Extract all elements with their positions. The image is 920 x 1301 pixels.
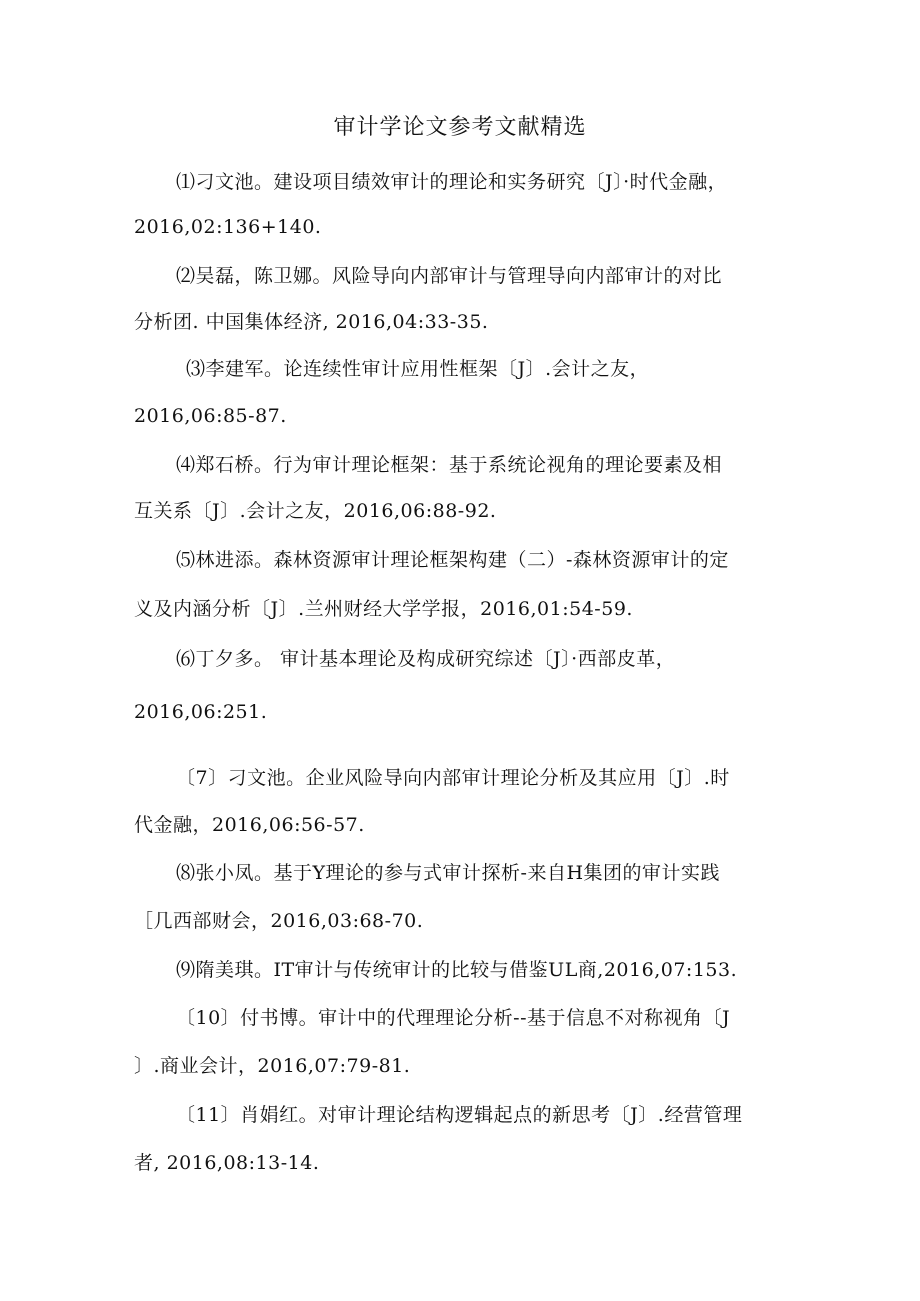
reference-line: 2016,06:251. bbox=[134, 701, 268, 723]
reference-line: ⑶李建军。论连续性审计应用性框架〔J〕.会计之友， bbox=[186, 358, 650, 380]
reference-line: 义及内涵分析〔J〕.兰州财经大学学报，2016,01:54-59. bbox=[134, 598, 633, 620]
document-title: 审计学论文参考文献精选 bbox=[333, 115, 587, 140]
reference-line: 〕.商业会计，2016,07:79-81. bbox=[134, 1055, 411, 1077]
reference-line: ⑵吴磊，陈卫娜。风险导向内部审计与管理导向内部审计的对比 bbox=[176, 265, 723, 287]
reference-line: ⑷郑石桥。行为审计理论框架：基于系统论视角的理论要素及相 bbox=[176, 454, 723, 476]
reference-line: ⑻张小凤。基于Y理论的参与式审计探析-来自H集团的审计实践 bbox=[176, 862, 721, 884]
reference-line: 分析团. 中国集体经济, 2016,04:33-35. bbox=[134, 311, 489, 333]
reference-line: ⑴刁文池。建设项目绩效审计的理论和实务研究〔J〕·时代金融， bbox=[176, 171, 728, 193]
reference-line: 者, 2016,08:13-14. bbox=[134, 1152, 320, 1174]
reference-line: 2016,02:136+140. bbox=[134, 216, 322, 238]
reference-line: 〔11〕肖娟红。对审计理论结构逻辑起点的新思考〔J〕.经营管理 bbox=[176, 1104, 743, 1126]
reference-line: 代金融，2016,06:56-57. bbox=[134, 814, 365, 836]
reference-line: 2016,06:85-87. bbox=[134, 405, 287, 427]
reference-line: 〔7〕刁文池。企业风险导向内部审计理论分析及其应用〔J〕.时 bbox=[176, 767, 730, 789]
reference-line: ⑸林进添。森林资源审计理论框架构建（二）-森林资源审计的定 bbox=[176, 549, 729, 571]
reference-line: ⑼隋美琪。IT审计与传统审计的比较与借鉴UL商,2016,07:153. bbox=[176, 959, 738, 981]
reference-line: ［几西部财会，2016,03:68-70. bbox=[134, 910, 424, 932]
reference-line: ⑹丁夕多。 审计基本理论及构成研究综述〔J〕·西部皮革， bbox=[176, 648, 676, 670]
reference-line: 〔10〕付书博。审计中的代理理论分析--基于信息不对称视角〔J bbox=[176, 1007, 731, 1029]
reference-line: 互关系〔J〕.会计之友，2016,06:88-92. bbox=[134, 500, 497, 522]
